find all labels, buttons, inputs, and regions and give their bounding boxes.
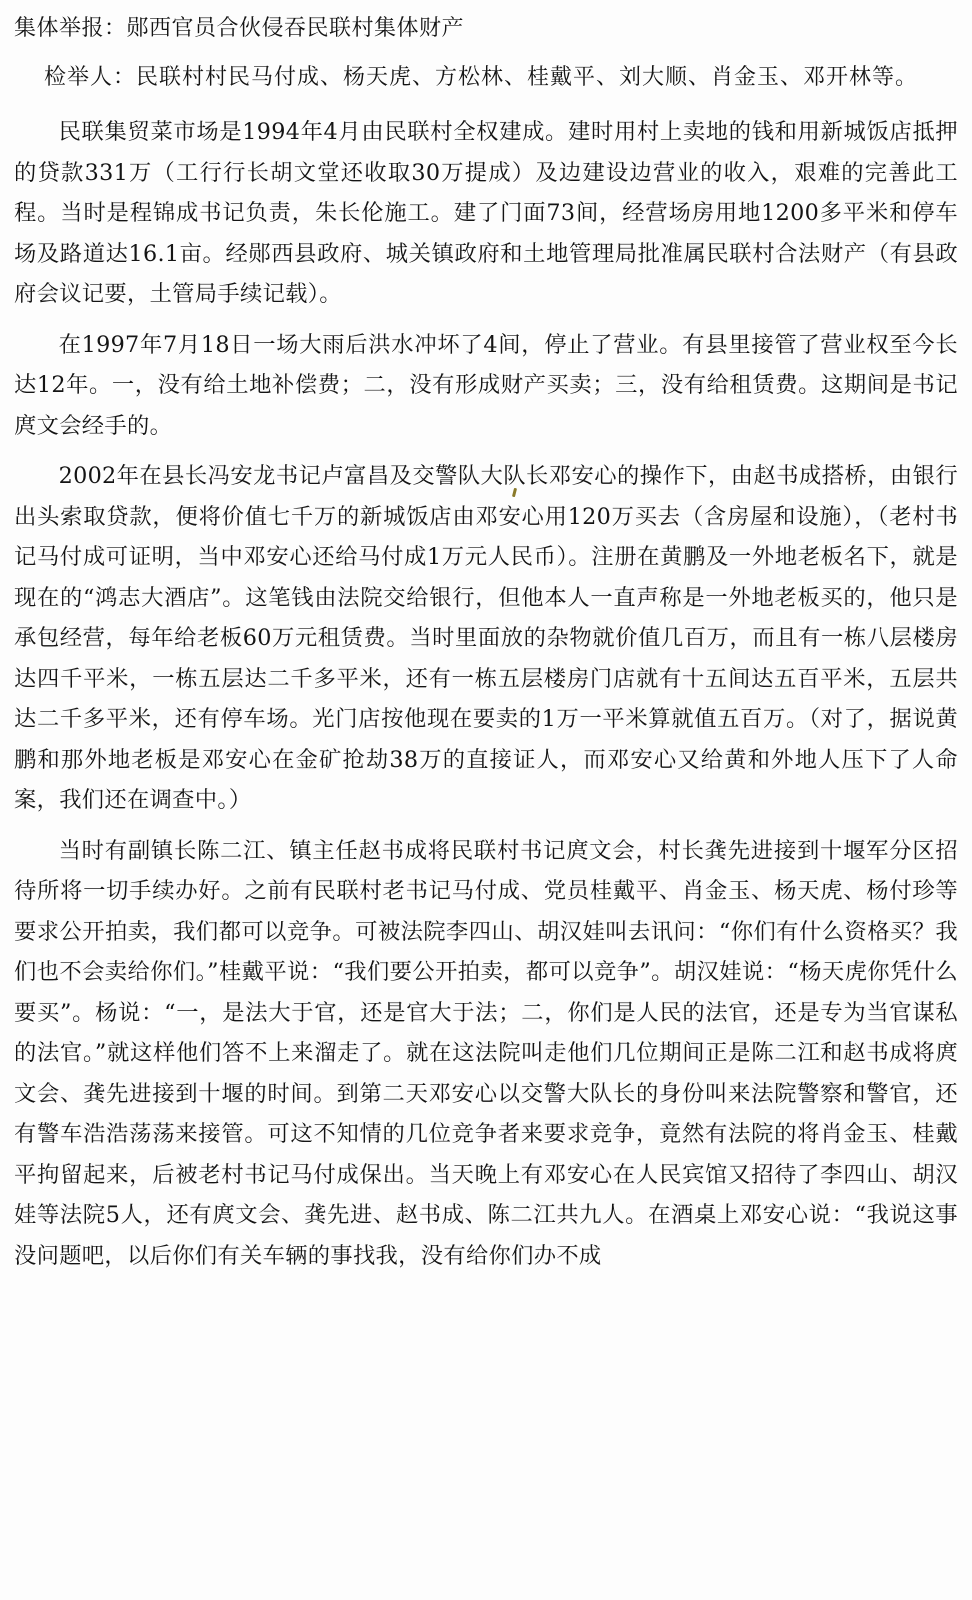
- paragraph-handover-events: 当时有副镇长陈二江、镇主任赵书成将民联村书记庹文会，村长龚先进接到十堰军分区招待所将一切手续办好。之前有民联村老书记马付成、党员桂戴平、肖金玉、杨天虎、杨付珍等要求公开拍卖，我们都可以竞争。可被法院李四山、胡汉娃叫去讯问：“你们有什么资格买？我们也不会卖给你们。”桂戴平说：“我们要公开拍卖，都可以竞争”。胡汉娃说：“杨天虎你凭什么要买”。杨说：“一，是法大于官，还是官大于法；二，你们是人民的法官，还是专为当官谋私的法官。”就这样他们答不上来溜走了。就在这法院叫走他们几位期间正是陈二江和赵书成将庹文会、龚先进接到十堰的时间。到第二天邓安心以交警大队长的身份叫来法院警察和警官，还有警车浩浩荡荡来接管。可这不知情的几位竞争者来要求竞争，竟然有法院的将肖金玉、桂戴平拘留起来，后被老村书记马付成保出。当天晚上有邓安心在人民宾馆又招待了李四山、胡汉娃等法院5人，还有庹文会、龚先进、赵书成、陈二江共九人。在酒桌上邓安心说：“我说这事没问题吧，以后你们有关车辆的事找我，没有给你们办不成: [14, 837, 958, 1269]
- paragraph-flood-1997: 在1997年7月18日一场大雨后洪水冲坏了4间，停止了营业。有县里接管了营业权至今长达12年。一，没有给土地补偿费；二，没有形成财产买卖；三，没有给租赁费。这期间是书记庹文会经手的。: [14, 331, 958, 439]
- document-headline: 集体举报：郧西官员合伙侵吞民联村集体财产: [14, 16, 465, 41]
- reporters-line: 检举人：民联村村民马付成、杨天虎、方松林、桂戴平、刘大顺、肖金玉、邓开林等。: [44, 65, 919, 90]
- paragraph-market-history: 民联集贸菜市场是1994年4月由民联村全权建成。建时用村上卖地的钱和用新城饭店抵押的贷款331万（工行行长胡文堂还收取30万提成）及边建设边营业的收入，艰难的完善此工程。当时是程锦成书记负责，朱长伦施工。建了门面73间，经营场房用地1200多平米和停车场及路道达16.1亩。经郧西县政府、城关镇政府和土地管理局批准属民联村合法财产（有县政府会议记要，土管局手续记载）。: [14, 119, 958, 307]
- paragraph-hotel-sale-2002: 2002年在县长冯安龙书记卢富昌及交警队大队长邓安心的操作下，由赵书成搭桥，由银行出头索取贷款，便将价值七千万的新城饭店由邓安心用120万买去（含房屋和设施），（老村书记马付成可证明，当中邓安心还给马付成1万元人民币）。注册在黄鹏及一外地老板名下，就是现在的“鸿志大酒店”。这笔钱由法院交给银行，但他本人一直声称是一外地老板买的，他只是承包经营，每年给老板60万元租赁费。当时里面放的杂物就价值几百万，而且有一栋八层楼房达四千平米，一栋五层达二千多平米，还有一栋五层楼房门店就有十五间达五百平米，五层共达二千多平米，还有停车场。光门店按他现在要卖的1万一平米算就值五百万。（对了，据说黄鹏和那外地老板是邓安心在金矿抢劫38万的直接证人，而邓安心又给黄和外地人压下了人命案，我们还在调查中。）: [14, 463, 958, 813]
- document-body: [14, 112, 958, 1286]
